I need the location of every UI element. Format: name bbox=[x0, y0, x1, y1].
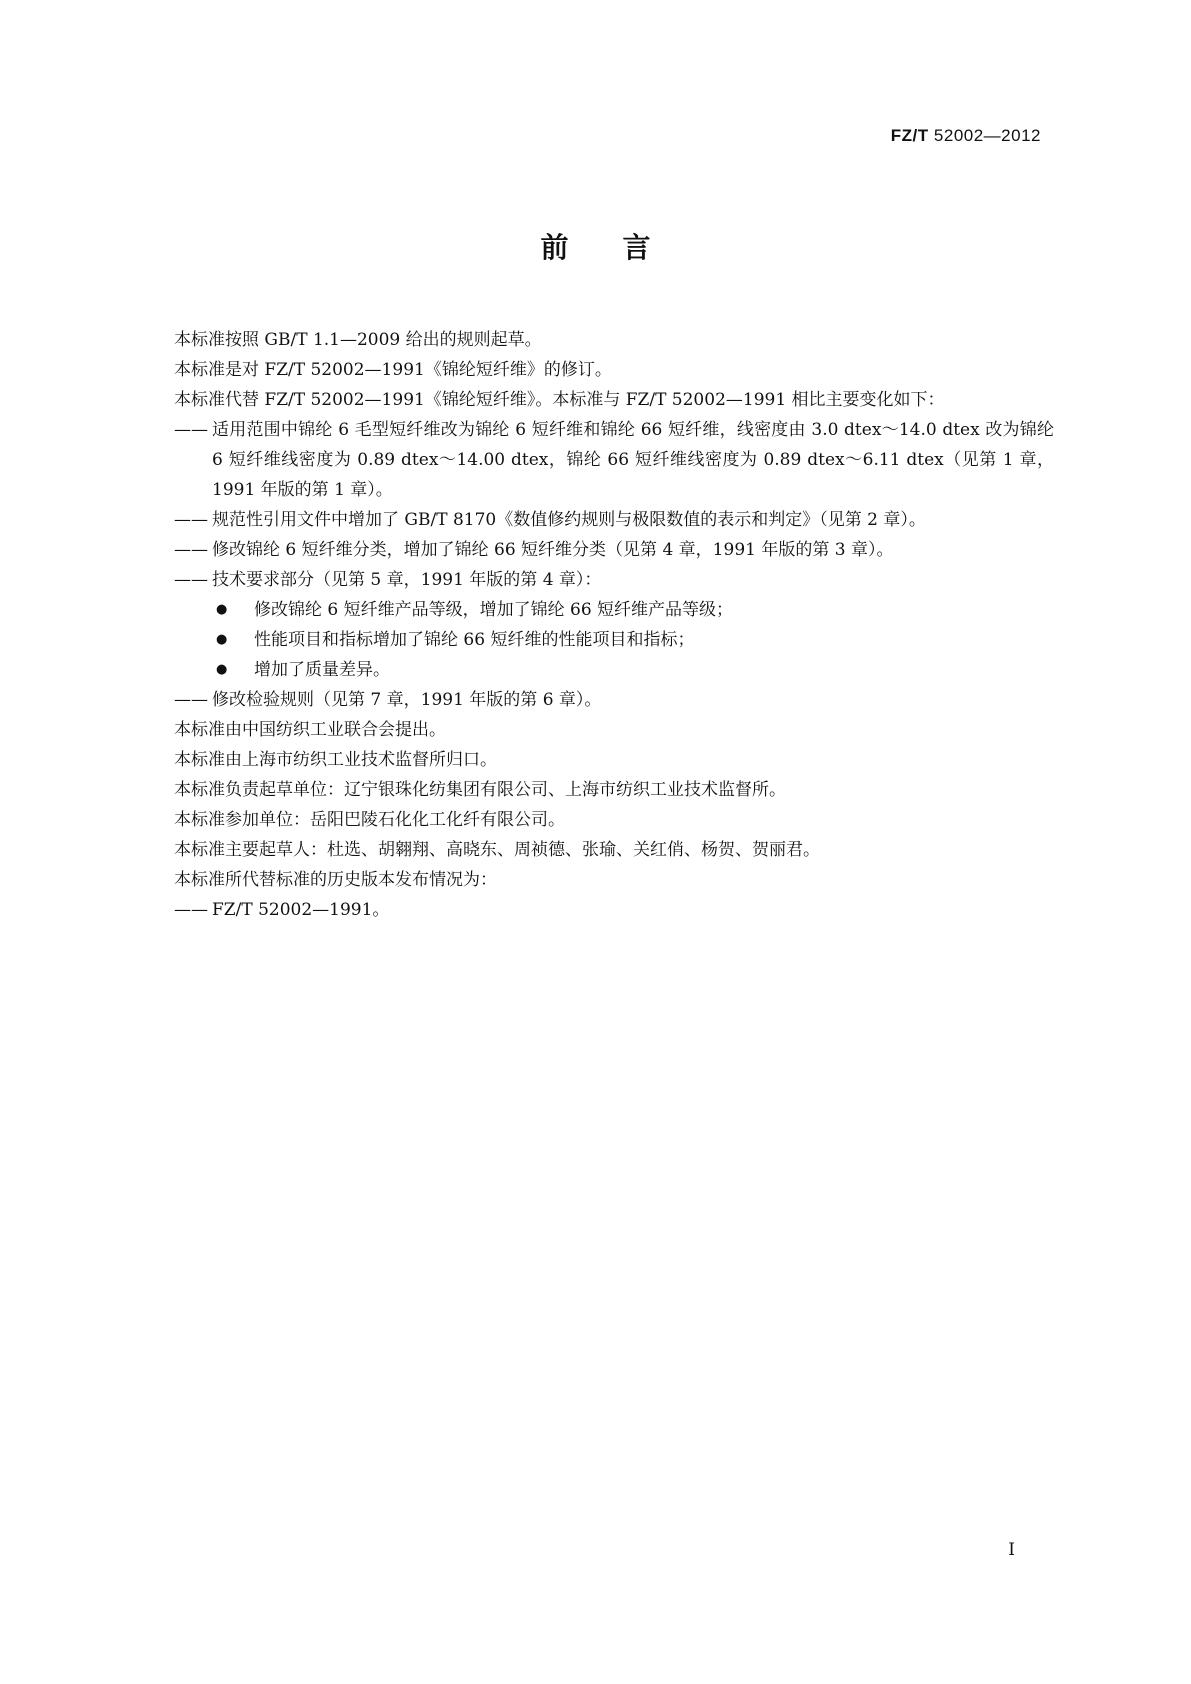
dash-marker: —— bbox=[174, 510, 208, 530]
paragraph-drafting-units: 本标准负责起草单位：辽宁银珠化纺集团有限公司、上海市纺织工业技术监督所。 bbox=[174, 780, 786, 800]
dash-marker: —— bbox=[174, 900, 208, 920]
paragraph-revision-of: 本标准是对 FZ/T 52002—1991《锦纶短纤维》的修订。 bbox=[174, 360, 612, 380]
change-item-text: 修改检验规则（见第 7 章，1991 年版的第 6 章）。 bbox=[212, 690, 602, 710]
dash-marker: —— bbox=[174, 420, 208, 440]
standard-code-prefix: FZ/T bbox=[890, 126, 929, 145]
page-number: Ⅰ bbox=[1008, 1540, 1015, 1560]
history-item bbox=[174, 895, 1054, 925]
paragraph-proposed-by: 本标准由中国纺织工业联合会提出。 bbox=[174, 720, 446, 740]
change-item-inspection-rules bbox=[174, 685, 1054, 715]
page-title: 前言 bbox=[540, 231, 705, 264]
history-item-text: FZ/T 52002—1991。 bbox=[212, 900, 390, 920]
bullet-icon: ● bbox=[216, 632, 228, 647]
change-item-text: 修改锦纶 6 短纤维分类，增加了锦纶 66 短纤维分类（见第 4 章，1991 年版的第 3 章）。 bbox=[212, 540, 894, 560]
change-item-references bbox=[174, 505, 1054, 535]
bullet-text: 增加了质量差异。 bbox=[254, 660, 390, 680]
bullet-item-quality-difference bbox=[174, 655, 1054, 685]
change-item-text: 技术要求部分（见第 5 章，1991 年版的第 4 章）： bbox=[212, 570, 602, 590]
dash-marker: —— bbox=[174, 540, 208, 560]
bullet-item-performance bbox=[174, 625, 1054, 655]
paragraph-participating-units: 本标准参加单位：岳阳巴陵石化化工化纤有限公司。 bbox=[174, 810, 565, 830]
standard-code-number: 52002—2012 bbox=[933, 126, 1041, 145]
change-item-technical-requirements bbox=[174, 565, 1054, 595]
paragraph-centralized-by: 本标准由上海市纺织工业技术监督所归口。 bbox=[174, 750, 497, 770]
change-item-text: 适用范围中锦纶 6 毛型短纤维改为锦纶 6 短纤维和锦纶 66 短纤维，线密度由 3.0 dtex～14.0 dtex 改为锦纶 6 短纤维线密度为 0.89 dtex～14.00 dtex，锦纶 66 短纤维线密度为 0.89 dtex～6.11 dtex（见第 1 章，1991 年版的第 1 章）。 bbox=[212, 420, 1054, 500]
paragraph-replaces: 本标准代替 FZ/T 52002—1991《锦纶短纤维》。本标准与 FZ/T 52002—1991 相比主要变化如下： bbox=[174, 390, 945, 410]
bullet-item-grades bbox=[174, 595, 1054, 625]
paragraph-drafting-rules: 本标准按照 GB/T 1.1—2009 给出的规则起草。 bbox=[174, 330, 542, 350]
dash-marker: —— bbox=[174, 690, 208, 710]
change-item-classification bbox=[174, 535, 1054, 565]
change-item-text: 规范性引用文件中增加了 GB/T 8170《数值修约规则与极限数值的表示和判定》（见第 2 章）。 bbox=[212, 510, 926, 530]
standard-code bbox=[891, 126, 1041, 146]
change-item-scope bbox=[174, 415, 1054, 505]
bullet-text: 修改锦纶 6 短纤维产品等级，增加了锦纶 66 短纤维产品等级； bbox=[254, 600, 734, 620]
bullet-text: 性能项目和指标增加了锦纶 66 短纤维的性能项目和指标； bbox=[254, 630, 695, 650]
dash-marker: —— bbox=[174, 570, 208, 590]
bullet-icon: ● bbox=[216, 602, 228, 617]
paragraph-history: 本标准所代替标准的历史版本发布情况为： bbox=[174, 870, 497, 890]
paragraph-drafters: 本标准主要起草人：杜选、胡翱翔、高晓东、周祯德、张瑜、关红俏、杨贺、贺丽君。 bbox=[174, 840, 820, 860]
foreword-body bbox=[174, 325, 1054, 925]
bullet-icon: ● bbox=[216, 662, 228, 677]
